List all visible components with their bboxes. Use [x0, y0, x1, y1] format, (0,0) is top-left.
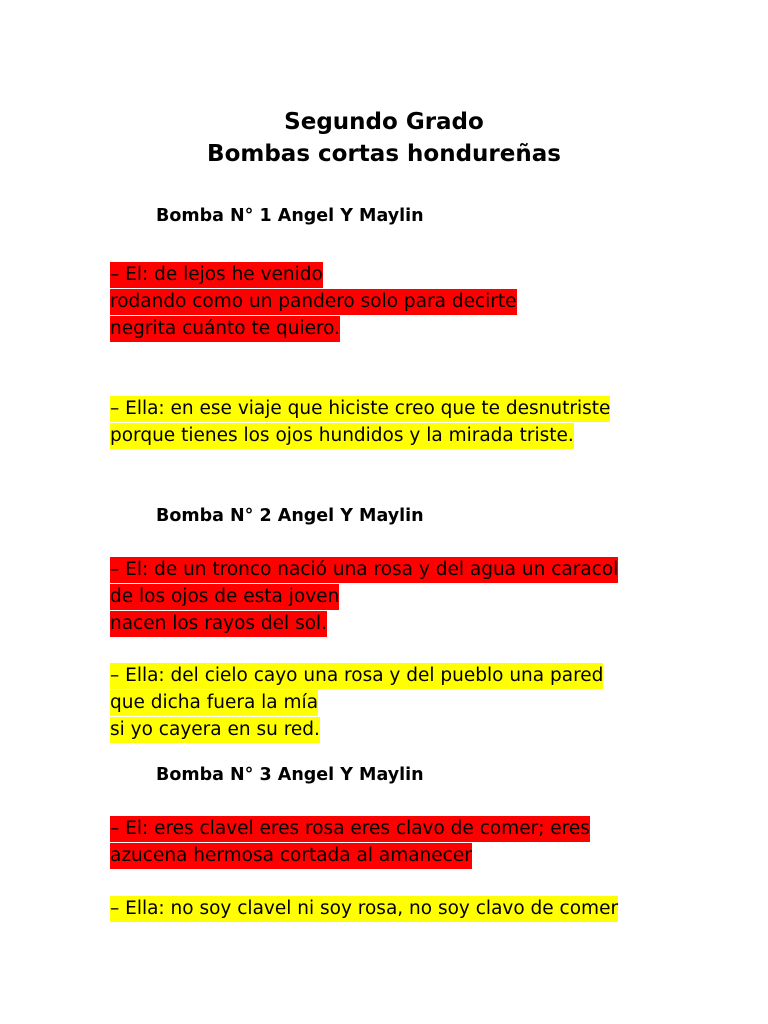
bomba-2-ella-line-1: – Ella: del cielo cayo una rosa y del pueblo una pared: [110, 663, 603, 689]
document-title: Segundo Grado: [284, 109, 484, 135]
bomba-1-el-line-2: rodando como un pandero solo para decirte: [110, 289, 517, 315]
bomba-1-el-line-3: negrita cuánto te quiero.: [110, 316, 340, 342]
bomba-2-el-line-2: de los ojos de esta joven: [110, 584, 339, 610]
bomba-3-heading: Bomba N° 3 Angel Y Maylin: [156, 765, 424, 785]
bomba-2-heading: Bomba N° 2 Angel Y Maylin: [156, 506, 424, 526]
bomba-1-el-line-1: – El: de lejos he venido: [110, 262, 323, 288]
document-subtitle: Bombas cortas hondureñas: [207, 141, 561, 167]
bomba-1-ella-line-1: – Ella: en ese viaje que hiciste creo que te desnutriste: [110, 396, 610, 422]
bomba-3-el-line-2: azucena hermosa cortada al amanecer: [110, 843, 472, 869]
bomba-2-el-line-1: – El: de un tronco nació una rosa y del agua un caracol: [110, 557, 618, 583]
bomba-1-ella-line-2: porque tienes los ojos hundidos y la mirada triste.: [110, 423, 574, 449]
bomba-2-el-line-3: nacen los rayos del sol.: [110, 611, 327, 637]
bomba-3-ella-line-1: – Ella: no soy clavel ni soy rosa, no soy clavo de comer: [110, 896, 618, 922]
bomba-2-ella-line-2: que dicha fuera la mía: [110, 690, 318, 716]
bomba-3-el-line-1: – El: eres clavel eres rosa eres clavo de comer; eres: [110, 816, 590, 842]
bomba-1-heading: Bomba N° 1 Angel Y Maylin: [156, 206, 424, 226]
bomba-2-ella-line-3: si yo cayera en su red.: [110, 717, 320, 743]
